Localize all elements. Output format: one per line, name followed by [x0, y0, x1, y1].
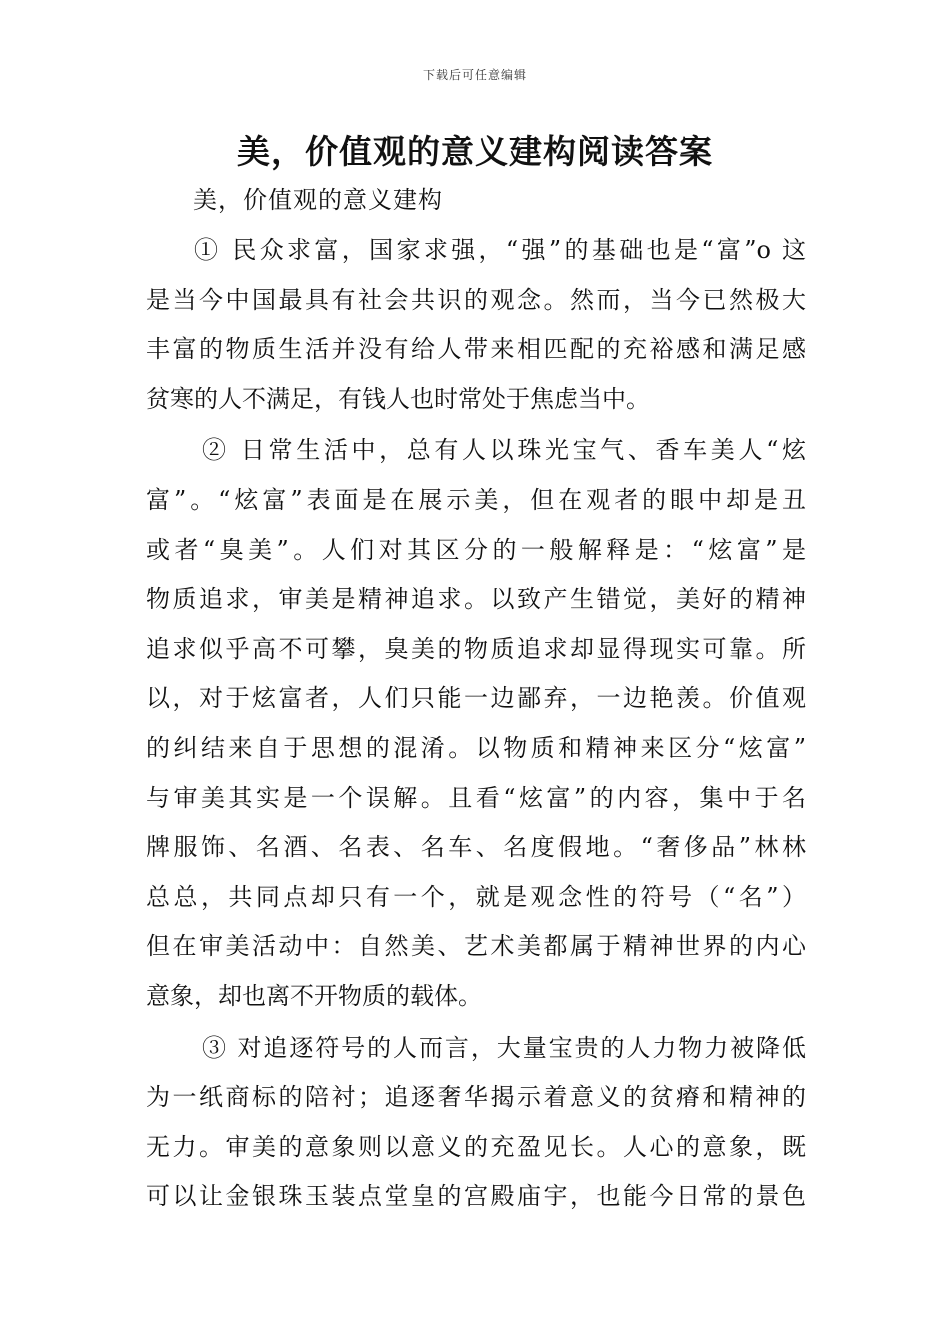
text-line: 物质追求，审美是精神追求。以致产生错觉，美好的精神: [146, 585, 806, 614]
text-line: 意象，却也离不开物质的载体。: [146, 981, 482, 1010]
page-title: 美，价值观的意义建构阅读答案: [237, 132, 713, 171]
text-line: 丰富的物质生活并没有给人带来相匹配的充裕感和满足感: [146, 335, 806, 364]
text-line: 牌服饰、名酒、名表、名车、名度假地。“奢侈品”林林: [146, 833, 806, 862]
text-line: 但在审美活动中：自然美、艺术美都属于精神世界的内心: [146, 932, 806, 961]
text-line: ② 日常生活中，总有人以珠光宝气、香车美人“炫: [202, 436, 806, 465]
article-body: [146, 226, 806, 1222]
text-line: 总总，共同点却只有一个，就是观念性的符号（“名”）: [146, 882, 806, 911]
header-note: 下载后可任意编辑: [422, 68, 527, 82]
paragraph-1: [146, 226, 806, 424]
text-line: 的纠结来自于思想的混淆。以物质和精神来区分“炫富”: [146, 733, 806, 762]
text-line: 是当今中国最具有社会共识的观念。然而，当今已然极大: [146, 285, 806, 314]
text-line: ① 民众求富，国家求强，“强”的基础也是“富”o 这: [194, 236, 806, 264]
text-line: 追求似乎高不可攀，臭美的物质追求却显得现实可靠。所: [146, 634, 806, 663]
paragraph-3: [146, 1024, 806, 1222]
text-line: 与审美其实是一个误解。且看“炫富”的内容，集中于名: [146, 783, 806, 812]
text-line: ③ 对追逐符号的人而言，大量宝贵的人力物力被降低: [202, 1033, 806, 1062]
text-line: 富”。“炫富”表面是在展示美，但在观者的眼中却是丑: [146, 485, 806, 514]
text-line: 可以让金银珠玉装点堂皇的宫殿庙宇，也能今日常的景色: [146, 1182, 806, 1211]
text-line: 以，对于炫富者，人们只能一边鄙弃，一边艳羡。价值观: [146, 684, 806, 713]
text-line: 贫寒的人不满足，有钱人也时常处于焦虑当中。: [146, 384, 650, 413]
text-line: 无力。审美的意象则以意义的充盈见长。人心的意象，既: [146, 1132, 806, 1161]
article-subtitle: 美，价值观的意义建构: [193, 186, 443, 214]
text-line: 为一纸商标的陪衬；追逐奢华揭示着意义的贫瘠和精神的: [146, 1083, 806, 1112]
paragraph-2: [146, 426, 806, 1021]
text-line: 或者“臭美”。人们对其区分的一般解释是：“炫富”是: [146, 535, 806, 564]
